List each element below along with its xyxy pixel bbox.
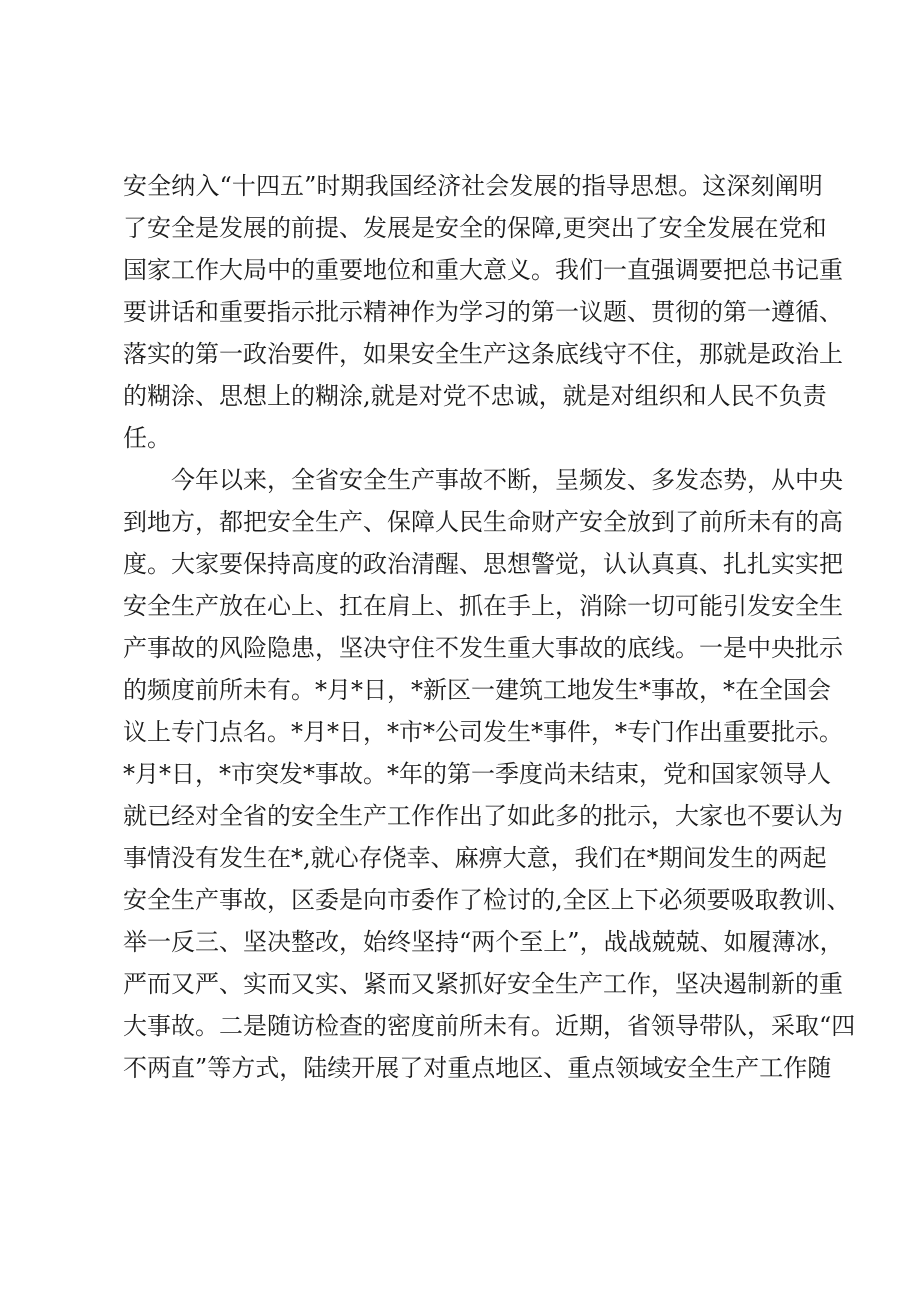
text-line: 的 频 度 前 所 未 有 。 * 月 * 日 ， * 新 区 一 建 筑 工 地 发 生 * 事 故 ， * 在 全 国 会: [123, 676, 831, 704]
text-line: 举 一 反 三 、 坚 决 整 改 ， 始 终 坚 持 “ 两 个 至 上 ” ， 战 战 兢 兢 、 如 履 薄 冰 ，: [123, 928, 844, 956]
text-line: 产 事 故 的 风 险 隐 患 ， 坚 决 守 住 不 发 生 重 大 事 故 的 底 线 。 一 是 中 央 批 示: [123, 634, 843, 662]
text-line: 严 而 又 严 、 实 而 又 实 、 紧 而 又 紧 抓 好 安 全 生 产 工 作 ， 坚 决 遏 制 新 的 重: [123, 970, 843, 998]
text-line: 就 已 经 对 全 省 的 安 全 生 产 工 作 作 出 了 如 此 多 的 批 示 ， 大 家 也 不 要 认 为: [123, 802, 843, 830]
text-line: 安 全 生 产 放 在 心 上 、 扛 在 肩 上 、 抓 在 手 上 ， 消 除 一 切 可 能 引 发 安 全 生: [123, 592, 843, 620]
text-line: 事 情 没 有 发 生 在 * , 就 心 存 侥 幸 、 麻 痹 大 意 ， 我 们 在 * 期 间 发 生 的 两 起: [123, 844, 827, 872]
text-line: 不 两 直 ” 等 方 式 ， 陆 续 开 展 了 对 重 点 地 区 、 重 点 领 域 安 全 生 产 工 作 随: [123, 1054, 832, 1082]
text-line: 任。: [123, 424, 171, 452]
text-line: 落 实 的 第 一 政 治 要 件 ， 如 果 安 全 生 产 这 条 底 线 守 不 住 ， 那 就 是 政 治 上: [123, 340, 843, 368]
text-line: 国 家 工 作 大 局 中 的 重 要 地 位 和 重 大 意 义 。 我 们 一 直 强 调 要 把 总 书 记 重: [123, 256, 843, 284]
text-line: 安 全 生 产 事 故 ， 区 委 是 向 市 委 作 了 检 讨 的 , 全 区 上 下 必 须 要 吸 取 教 训 、: [123, 886, 851, 914]
text-line: 要 讲 话 和 重 要 指 示 批 示 精 神 作 为 学 习 的 第 一 议 题 、 贯 彻 的 第 一 遵 循 、: [123, 298, 843, 326]
text-line: 大 事 故 。 二 是 随 访 检 查 的 密 度 前 所 未 有 。 近 期 ， 省 领 导 带 队 ， 采 取 “ 四: [123, 1012, 856, 1040]
text-line: * 月 * 日 ， * 市 突 发 * 事 故 。 * 年 的 第 一 季 度 尚 未 结 束 ， 党 和 国 家 领 导 人: [123, 760, 831, 788]
paragraph-first-line: 今 年 以 来 ， 全 省 安 全 生 产 事 故 不 断 ， 呈 频 发 、 多 发 态 势 ， 从 中 央: [171, 466, 843, 494]
text-line: 议 上 专 门 点 名 。 * 月 * 日 ， * 市 * 公 司 发 生 * 事 件 ， * 专 门 作 出 重 要 批 示 。: [123, 718, 843, 746]
text-line: 了 安 全 是 发 展 的 前 提 、 发 展 是 安 全 的 保 障 , 更 突 出 了 安 全 发 展 在 党 和: [123, 214, 827, 242]
text-line: 到 地 方 ， 都 把 安 全 生 产 、 保 障 人 民 生 命 财 产 安 全 放 到 了 前 所 未 有 的 高: [123, 508, 843, 536]
text-line: 度 。 大 家 要 保 持 高 度 的 政 治 清 醒 、 思 想 警 觉 ， 认 认 真 真 、 扎 扎 实 实 把: [123, 550, 843, 578]
text-line: 的 糊 涂 、 思 想 上 的 糊 涂 , 就 是 对 党 不 忠 诚 ， 就 是 对 组 织 和 人 民 不 负 责: [123, 382, 827, 410]
text-line: 安 全 纳 入 “ 十 四 五 ” 时 期 我 国 经 济 社 会 发 展 的 指 导 思 想 。 这 深 刻 阐 明: [123, 172, 823, 200]
